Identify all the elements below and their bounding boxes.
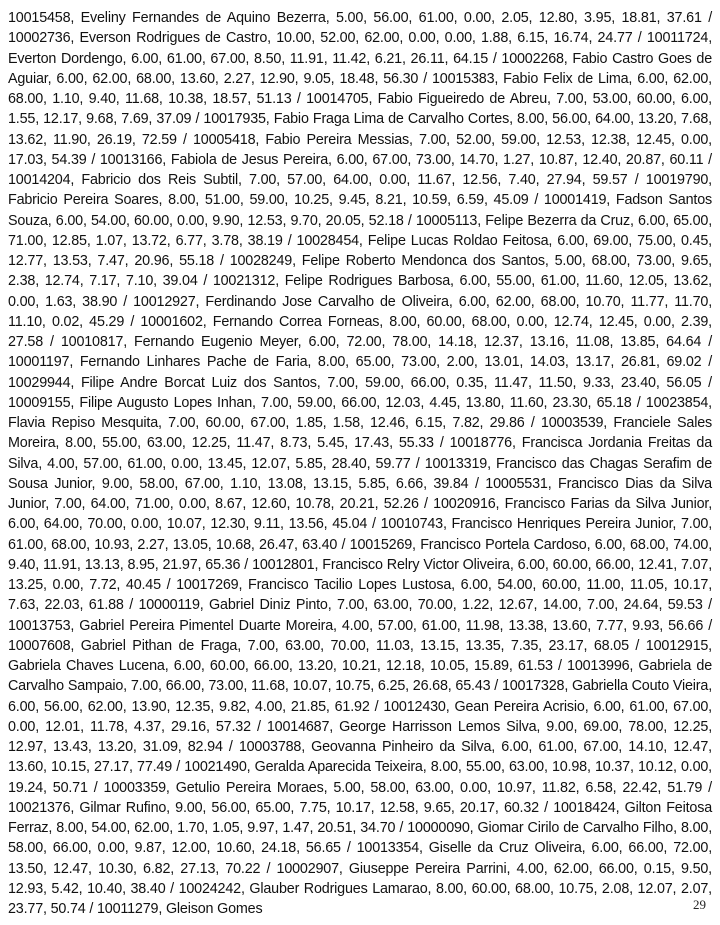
page-number: 29 [693,897,706,912]
results-list-text: 10015458, Eveliny Fernandes de Aquino Bezerra, 5.00, 56.00, 61.00, 0.00, 2.05, 12.80, 3.95, 18.81, 37.61 / 10002736, Everson Rodrigues de Castro, 10.00, 52.00, 62.00, 0.00, 0.00, 1.88, 6.15, 16.74, 24.77 / 10011724, Everton Dordengo, 6.00, 61.00, 67.00, 8.50, 11.91, 11.42, 6.21, 26.11, 64.15 / 10002268, Fabio Castro Goes de Aguiar, 6.00, 62.00, 68.00, 13.60, 2.27, 12.90, 9.05, 18.48, 56.30 / 10015383, Fabio Felix de Lima, 6.00, 62.00, 68.00, 1.10, 9.40, 11.68, 10.38, 18.57, 51.13 / 10014705, Fabio Figueiredo de Abreu, 7.00, 53.00, 60.00, 6.00, 1.55, 12.17, 9.68, 7.69, 37.09 / 10017935, Fabio Fraga Lima de Carvalho Cortes, 8.00, 56.00, 64.00, 13.20, 7.68, 13.62, 11.90, 26.19, 72.59 / 10005418, Fabio Pereira Messias, 7.00, 52.00, 59.00, 12.53, 12.38, 12.45, 0.00, 17.03, 54.39 / 10013166, Fabiola de Jesus Pereira, 6.00, 67.00, 73.00, 14.70, 1.27, 10.87, 12.40, 20.87, 60.11 / 10014204, Fabricio dos Reis Subtil, 7.00, 57.00, 64.00, 0.00, 11.67, 12.56, 7.40, 27.94, 59.57 / 10019790, Fabricio Pereira Soares, 8.00, 51.00, 59.00, 10.25, 9.45, 8.21, 10.59, 6.59, 45.09 / 10001419, Fadson Santos Souza, 6.00, 54.00, 60.00, 0.00, 9.90, 12.53, 9.70, 20.05, 52.18 / 10005113, Felipe Bezerra da Cruz, 6.00, 65.00, 71.00, 12.85, 1.07, 13.72, 6.77, 3.78, 38.19 / 10028454, Felipe Lucas Roldao Feitosa, 6.00, 69.00, 75.00, 0.45, 12.77, 13.53, 7.47, 20.96, 55.18 / 10028249, Felipe Roberto Mendonca dos Santos, 5.00, 68.00, 73.00, 9.65, 2.38, 12.74, 7.17, 7.10, 39.04 / 10021312, Felipe Rodrigues Barbosa, 6.00, 55.00, 61.00, 11.60, 12.05, 13.62, 0.00, 1.63, 38.90 / 10012927, Ferdinando Jose Carvalho de Oliveira, 6.00, 62.00, 68.00, 10.70, 11.77, 11.70, 11.10, 0.02, 45.29 / 10001602, Fernando Correa Forneas, 8.00, 60.00, 68.00, 0.00, 12.74, 12.45, 0.00, 2.39, 27.58 / 10010817, Fernando Eugenio Meyer, 6.00, 72.00, 78.00, 14.18, 12.37, 13.16, 11.08, 13.85, 64.64 / 10001197, Fernando Linhares Pache de Faria, 8.00, 65.00, 73.00, 2.00, 13.01, 14.03, 13.17, 26.81, 69.02 / 10029944, Filipe Andre Borcat Luiz dos Santos, 7.00, 59.00, 66.00, 0.35, 11.47, 11.50, 9.33, 23.40, 56.05 / 10009155, Filipe Augusto Lopes Inhan, 7.00, 59.00, 66.00, 12.03, 4.45, 13.80, 11.60, 23.30, 65.18 / 10023854, Flavia Repiso Mesquita, 7.00, 60.00, 67.00, 1.85, 1.58, 12.46, 6.15, 7.82, 29.86 / 10003539, Franciele Sales Moreira, 8.00, 55.00, 63.00, 12.25, 11.47, 8.73, 5.45, 17.43, 55.33 / 10018776, Francisca Jordania Freitas da Silva, 4.00, 57.00, 61.00, 0.00, 13.45, 12.07, 5.85, 28.40, 59.77 / 10013319, Francisco das Chagas Serafim de Sousa Junior, 9.00, 58.00, 67.00, 1.10, 13.08, 13.15, 5.85, 6.66, 39.84 / 10005531, Francisco Dias da Silva Junior, 7.00, 64.00, 71.00, 0.00, 8.67, 12.60, 10.78, 20.21, 52.26 / 10020916, Francisco Farias da Silva Junior, 6.00, 64.00, 70.00, 0.00, 10.07, 12.30, 9.11, 13.56, 45.04 / 10010743, Francisco Henriques Pereira Junior, 7.00, 61.00, 68.00, 10.93, 2.27, 13.05, 10.68, 26.47, 63.40 / 10015269, Francisco Portela Cardoso, 6.00, 68.00, 74.00, 9.40, 11.91, 13.13, 8.95, 21.97, 65.36 / 10012801, Francisco Relry Victor Oliveira, 6.00, 60.00, 66.00, 12.41, 7.07, 13.25, 0.00, 7.72, 40.45 / 10017269, Francisco Tacilio Lopes Lustosa, 6.00, 54.00, 60.00, 11.00, 11.05, 10.17, 7.63, 22.03, 61.88 / 10000119, Gabriel Diniz Pinto, 7.00, 63.00, 70.00, 1.22, 12.67, 14.00, 7.00, 24.64, 59.53 / 10013753, Gabriel Pereira Pimentel Duarte Moreira, 4.00, 57.00, 61.00, 11.98, 13.38, 13.60, 7.77, 9.93, 56.66 / 10007608, Gabriel Pithan de Fraga, 7.00, 63.00, 70.00, 11.03, 13.15, 13.35, 7.35, 23.17, 68.05 / 10012915, Gabriela Chaves Lucena, 6.00, 60.00, 66.00, 13.20, 10.21, 12.18, 10.05, 15.89, 61.53 / 10013996, Gabriela de Carvalho Sampaio, 7.00, 66.00, 73.00, 11.68, 10.07, 10.75, 6.25, 26.68, 65.43 / 10017328, Gabriella Couto Vieira, 6.00, 56.00, 62.00, 13.90, 12.35, 9.82, 4.00, 21.85, 61.92 / 10012430, Gean Pereira Acrisio, 6.00, 61.00, 67.00, 0.00, 12.01, 11.78, 4.37, 29.16, 57.32 / 10014687, George Harrisson Lemos Silva, 9.00, 69.00, 78.00, 12.25, 12.97, 13.43, 13.20, 31.09, 82.94 / 10003788, Geovanna Pinheiro da Silva, 6.00, 61.00, 67.00, 14.10, 12.47, 13.60, 10.15, 27.17, 77.49 / 10021490, Geralda Aparecida Teixeira, 8.00, 55.00, 63.00, 10.98, 10.37, 10.12, 0.00, 19.24, 50.71 / 10003359, Getulio Pereira Moraes, 5.00, 58.00, 63.00, 0.00, 10.97, 11.82, 6.58, 22.42, 51.79 / 10021376, Gilmar Rufino, 9.00, 56.00, 65.00, 7.75, 10.17, 12.58, 9.65, 20.17, 60.32 / 10018424, Gilton Feitosa Ferraz, 8.00, 54.00, 62.00, 1.70, 1.05, 9.97, 1.47, 20.51, 34.70 / 10000090, Giomar Cirilo de Carvalho Filho, 8.00, 58.00, 66.00, 0.00, 9.87, 12.00, 10.60, 24.18, 56.65 / 10013354, Giselle da Cruz Oliveira, 6.00, 66.00, 72.00, 13.50, 12.47, 10.30, 6.82, 27.13, 70.22 / 10002907, Giuseppe Pereira Parrini, 4.00, 62.00, 66.00, 0.15, 9.50, 12.93, 5.42, 10.40, 38.40 / 10024242, Glauber Rodrigues Lamarao, 8.00, 60.00, 68.00, 10.75, 2.08, 12.07, 2.07, 23.77, 50.74 / 10011279, Gleison Gomes [8,10,712,917]
document-page [8,8,712,919]
